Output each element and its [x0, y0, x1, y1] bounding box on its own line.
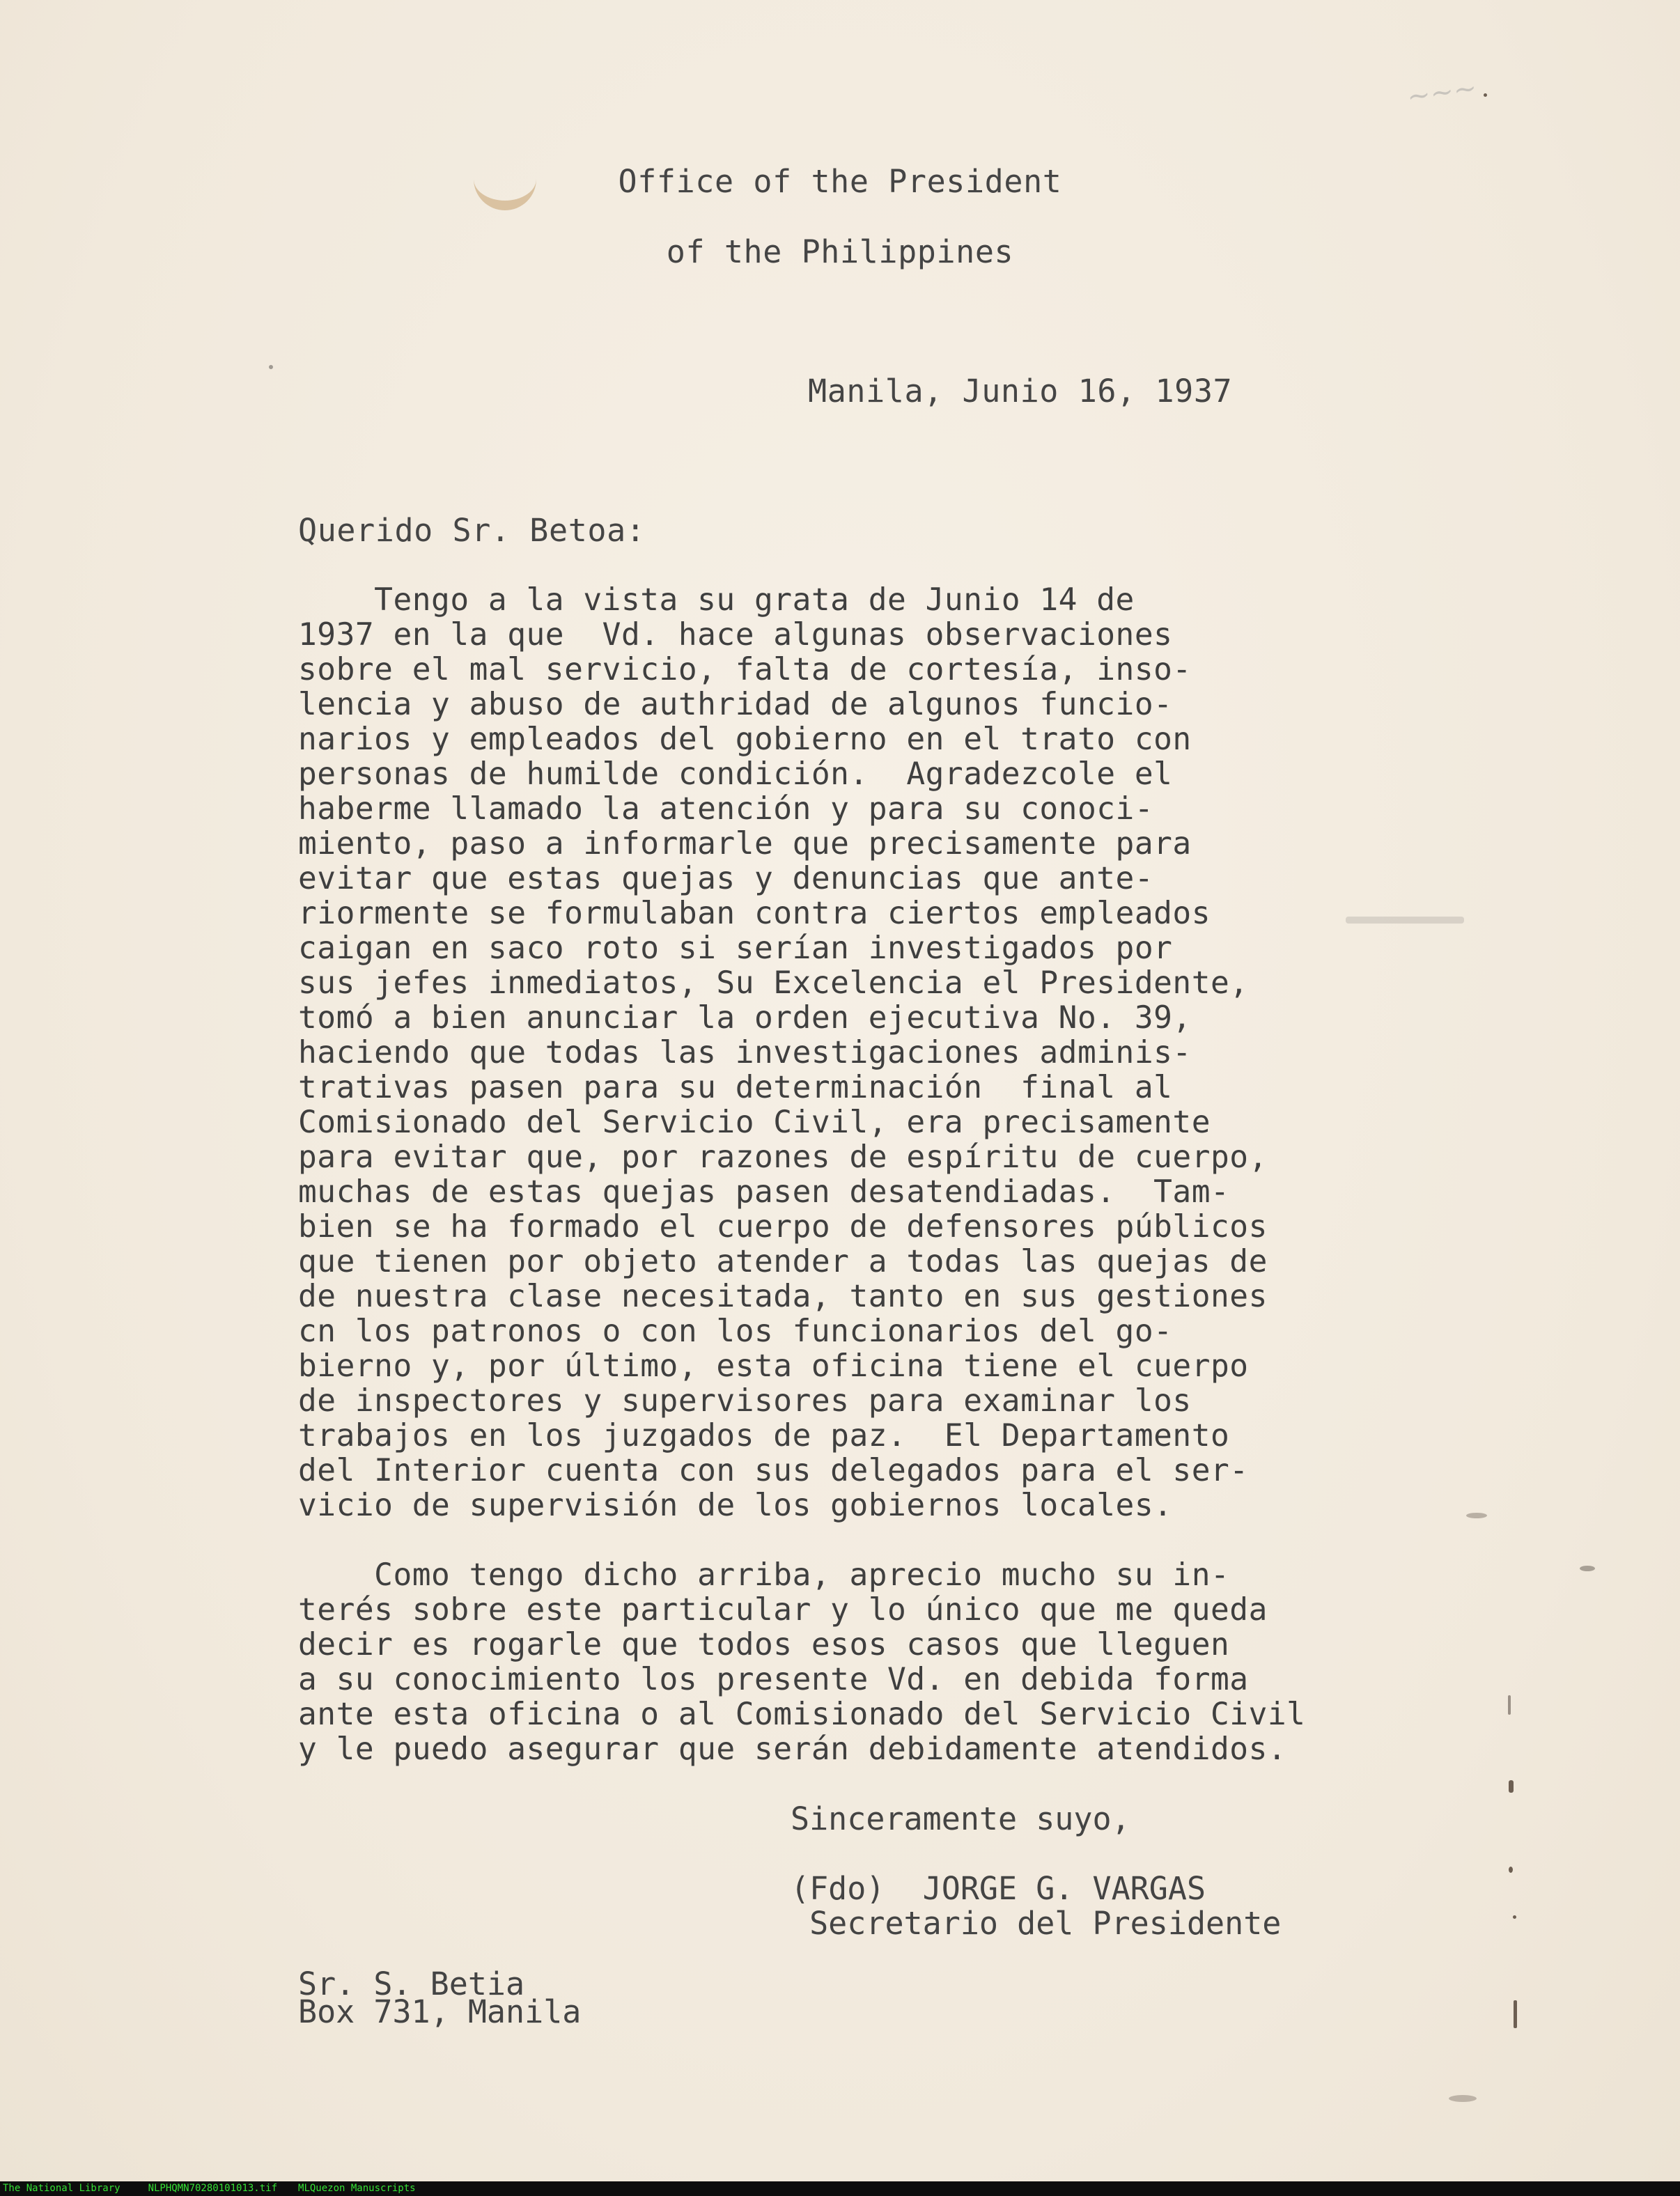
- body-line: y le puedo asegurar que serán debidamente atendidos.: [298, 1731, 1287, 1767]
- footer-collection: MLQuezon Manuscripts: [298, 2183, 416, 2194]
- recipient-address: Box 731, Manila: [298, 1993, 582, 2030]
- pencil-annotation: ~~~: [1405, 72, 1479, 114]
- salutation: Querido Sr. Betoa:: [298, 512, 646, 549]
- speck-mark: [1509, 1780, 1514, 1793]
- speck-mark: [1449, 2095, 1477, 2102]
- body-line: 1937 en la que Vd. hace algunas observaciones: [298, 617, 1173, 653]
- body-line: bien se ha formado el cuerpo de defensores públicos: [298, 1209, 1268, 1245]
- letterhead-line-2: of the Philippines: [666, 233, 1014, 270]
- body-line: caigan en saco roto si serían investigados por: [298, 930, 1173, 966]
- body-line: a su conocimiento los presente Vd. en debida forma: [298, 1662, 1249, 1697]
- body-line: lencia y abuso de authridad de algunos funcio-: [298, 687, 1173, 722]
- body-line: personas de humilde condición. Agradezcole el: [298, 756, 1173, 792]
- body-line: miento, paso a informarle que precisamente para: [298, 826, 1192, 862]
- body-line: Como tengo dicho arriba, aprecio mucho su in-: [298, 1557, 1230, 1593]
- body-line: sobre el mal servicio, falta de cortesía, inso-: [298, 652, 1192, 687]
- body-paragraph-1: [298, 583, 1482, 1523]
- recipient-name: Sr. S. Betia: [298, 1965, 525, 2002]
- signature-title: Secretario del Presidente: [791, 1905, 1282, 1942]
- body-line: que tienen por objeto atender a todas las quejas de: [298, 1244, 1268, 1279]
- speck-mark: [1508, 1695, 1511, 1715]
- body-line: vicio de supervisión de los gobiernos locales.: [298, 1488, 1173, 1523]
- body-line: trabajos en los juzgados de paz. El Departamento: [298, 1418, 1230, 1454]
- body-line: de nuestra clase necesitada, tanto en sus gestiones: [298, 1279, 1268, 1314]
- letterhead-line-1: Office of the President: [618, 163, 1062, 200]
- footer-file-id: NLPHQMN70280101013.tif: [148, 2183, 278, 2194]
- body-line: terés sobre este particular y lo único que me queda: [298, 1592, 1268, 1628]
- footer-bar: [0, 2181, 1680, 2196]
- closing-block: [791, 1802, 1281, 1941]
- body-line: evitar que estas quejas y denuncias que ante-: [298, 861, 1154, 896]
- speck-mark: [1346, 917, 1464, 924]
- body-paragraph-2: [298, 1558, 1305, 1767]
- body-line: para evitar que, por razones de espíritu de cuerpo,: [298, 1139, 1268, 1175]
- body-line: Comisionado del Servicio Civil, era precisamente: [298, 1105, 1211, 1140]
- body-line: narios y empleados del gobierno en el trato con: [298, 722, 1192, 757]
- body-line: de inspectores y supervisores para examinar los: [298, 1383, 1192, 1419]
- body-line: del Interior cuenta con sus delegados para el ser-: [298, 1453, 1249, 1488]
- footer-library: The National Library: [3, 2183, 120, 2194]
- speck-mark: [269, 365, 273, 369]
- body-line: muchas de estas quejas pasen desatendiadas. Tam-: [298, 1174, 1230, 1210]
- speck-mark: [1580, 1566, 1595, 1571]
- letter-date: Manila, Junio 16, 1937: [808, 373, 1233, 410]
- valediction: Sinceramente suyo,: [791, 1800, 1130, 1837]
- body-line: Tengo a la vista su grata de Junio 14 de: [298, 582, 1135, 618]
- speck-mark: [1514, 2000, 1517, 2028]
- speck-mark: [1466, 1513, 1487, 1518]
- speck-mark: [1484, 93, 1487, 97]
- body-line: haberme llamado la atención y para su conoci-: [298, 791, 1154, 827]
- body-line: bierno y, por último, esta oficina tiene el cuerpo: [298, 1348, 1249, 1384]
- body-line: haciendo que todas las investigaciones adminis-: [298, 1035, 1192, 1070]
- speck-mark: [1509, 1867, 1513, 1873]
- body-line: riormente se formulaban contra ciertos empleados: [298, 896, 1211, 931]
- body-line: ante esta oficina o al Comisionado del Servicio Civil: [298, 1697, 1306, 1732]
- signature-name: (Fdo) JORGE G. VARGAS: [791, 1870, 1206, 1907]
- body-line: tomó a bien anunciar la orden ejecutiva No. 39,: [298, 1000, 1192, 1036]
- speck-mark: [1513, 1915, 1516, 1919]
- body-line: cn los patronos o con los funcionarios del go-: [298, 1314, 1173, 1349]
- recipient-block: [298, 1965, 582, 2030]
- body-line: decir es rogarle que todos esos casos que lleguen: [298, 1627, 1230, 1662]
- body-line: sus jefes inmediatos, Su Excelencia el Presidente,: [298, 965, 1249, 1001]
- body-line: trativas pasen para su determinación final al: [298, 1070, 1173, 1105]
